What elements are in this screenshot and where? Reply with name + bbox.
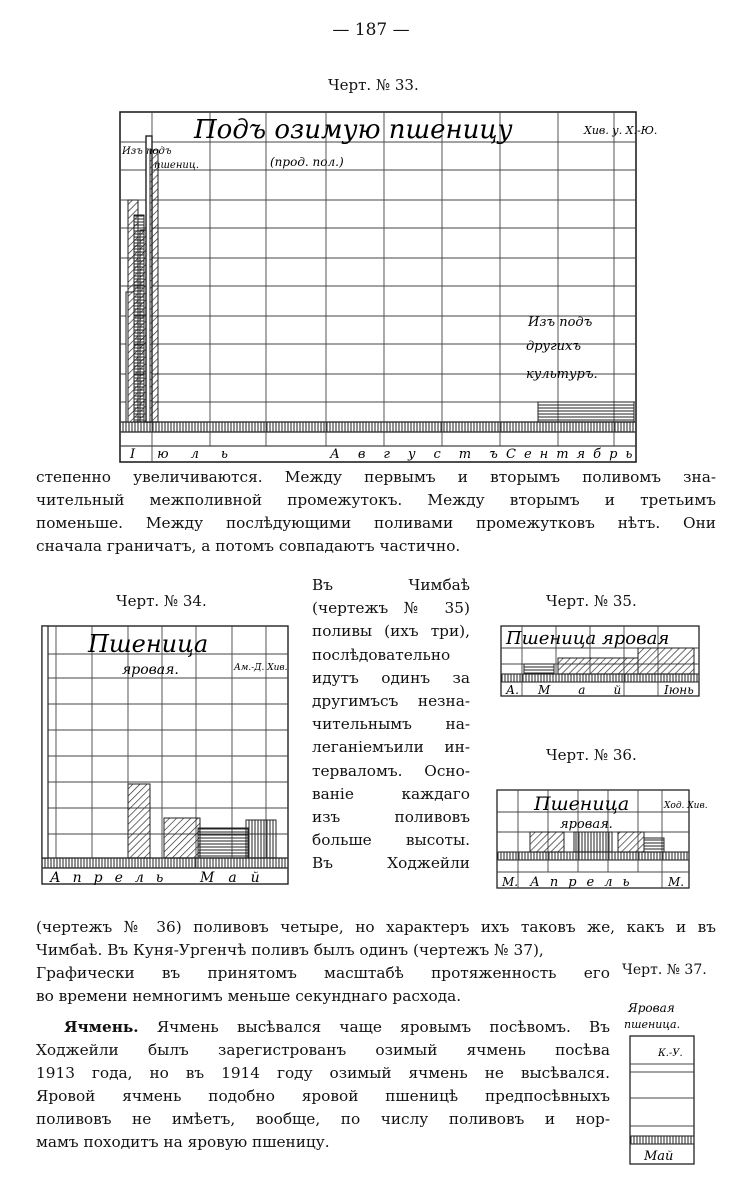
paragraph-2-line: Графически въ принятомъ масштабѣ протяженность его xyxy=(36,964,610,982)
figure-33-chart xyxy=(116,110,658,466)
figure-36-chart xyxy=(494,788,708,892)
figure-37-title-1: Яровая xyxy=(628,1001,675,1015)
figure-37 xyxy=(618,998,708,1170)
paragraph-1-line: степенно увеличиваются. Между первымъ и вторымъ поливомъ зна- xyxy=(36,468,716,486)
paragraph-3 xyxy=(36,1016,610,1154)
figure-33-month-1: Іюль xyxy=(130,447,250,462)
column-text-line: изъ поливовъ xyxy=(312,808,470,827)
figure-33-note-2: другихъ xyxy=(526,339,582,354)
column-text-line: больше высоты. xyxy=(312,831,470,850)
figure-33-col-label-1: Изъ подъ xyxy=(122,146,172,157)
figure-35-month-1: А. xyxy=(506,683,519,697)
column-text-line: терваломъ. Осно- xyxy=(312,761,470,780)
figure-34-month-1: Апрель xyxy=(50,870,176,886)
figure-35-caption: Черт. № 35. xyxy=(546,592,637,610)
column-text-line: другимъсъ незна- xyxy=(312,692,470,711)
paragraph-2-line: во времени немногимъ меньше секунднаго расхода. xyxy=(36,987,462,1005)
figure-35 xyxy=(498,624,704,700)
column-text-line: Въ Чимбаѣ xyxy=(312,576,470,594)
figure-33-corner-label: Хив. у. Х.-Ю. xyxy=(584,124,658,137)
column-text-line: чительнымъ на- xyxy=(312,715,470,734)
figure-34-month-2: Май xyxy=(200,870,274,886)
figure-34-title: Пшеница xyxy=(88,630,209,658)
paragraph-1-line: поменьше. Между послѣдующими поливами промежутковъ нѣтъ. Они xyxy=(36,514,716,532)
figure-36-caption: Черт. № 36. xyxy=(546,746,637,764)
figure-34-corner-label: Ам.-Д. Хив. xyxy=(234,663,288,673)
paragraph-3-line: мамъ походитъ на яровую пшеницу. xyxy=(36,1133,330,1151)
paragraph-3-line: Яровой ячмень подобно яровой пшеницѣ предпосѣвныхъ xyxy=(36,1087,610,1105)
paragraph-2-line: Чимбаѣ. Въ Куня-Ургенчѣ поливъ былъ одинъ (чертежъ № 37), xyxy=(36,941,544,959)
paragraph-3-line: 1913 года, но въ 1914 году озимый ячмень не высѣвался. xyxy=(36,1064,610,1082)
column-text-line: идутъ одинъ за xyxy=(312,668,470,687)
figure-36 xyxy=(494,788,708,892)
figure-37-title-2: пшеница. xyxy=(624,1018,681,1031)
figure-35-chart xyxy=(498,624,704,700)
figure-36-title: Пшеница xyxy=(534,793,630,815)
figure-36-subtitle: яровая. xyxy=(560,817,613,832)
figure-37-label-top: К.-У. xyxy=(658,1048,683,1059)
figure-34-caption: Черт. № 34. xyxy=(116,592,207,610)
column-text-line: леганіемъили ин- xyxy=(312,738,470,757)
figure-34-chart xyxy=(38,624,294,890)
column-text-line: послѣдовательно xyxy=(312,645,451,664)
figure-33-title: Подъ озимую пшеницу xyxy=(194,115,513,145)
figure-33-note-3: культуръ. xyxy=(526,367,598,382)
figure-35-title: Пшеница яровая xyxy=(506,628,670,649)
figure-33-col-label-1b: пшениц. xyxy=(154,160,200,171)
figure-33-month-3: Сентябрь xyxy=(506,447,641,462)
column-text-line: Въ Ходжейли xyxy=(312,854,470,873)
figure-33 xyxy=(116,110,658,466)
paragraph-1 xyxy=(36,466,716,558)
column-text-line: поливы (ихъ три), xyxy=(312,622,470,641)
figure-33-month-2: Августъ xyxy=(330,447,516,462)
figure-36-month-2: Апрель xyxy=(530,875,640,890)
figure-36-month-3: М. xyxy=(668,875,685,889)
paragraph-3-first-line xyxy=(36,1016,610,1039)
paragraph-3-first-text: Ячмень высѣвался чаще яровымъ посѣвомъ. Въ xyxy=(156,1018,610,1036)
figure-37-month: Май xyxy=(644,1149,674,1164)
paragraph-2-cont xyxy=(36,939,610,1008)
figure-37-caption: Черт. № 37. xyxy=(622,962,707,978)
figure-34 xyxy=(38,624,294,890)
paragraph-3-lead: Ячмень. xyxy=(64,1018,139,1036)
paragraph-1-line: сначала граничатъ, а потомъ совпадаютъ частично. xyxy=(36,537,461,555)
figure-36-corner-label: Ход. Хив. xyxy=(664,801,708,811)
paragraph-3-line: Ходжейли былъ зарегистрованъ озимый ячмень посѣва xyxy=(36,1041,610,1059)
paragraph-2-line: (чертежъ № 36) поливовъ четыре, но характеръ ихъ таковъ же, какъ и въ xyxy=(36,918,716,936)
column-text-line: ваніе каждаго xyxy=(312,784,470,803)
figure-33-note-1: Изъ подъ xyxy=(528,315,593,330)
paragraph-3-line: поливовъ не имѣетъ, вообще, по числу поливовъ и нор- xyxy=(36,1110,610,1128)
figure-35-month-3: Іюнь xyxy=(664,683,694,697)
column-text-line: (чертежъ № 35) xyxy=(312,599,470,618)
figure-36-month-1: М. xyxy=(502,875,519,889)
figure-34-subtitle: яровая. xyxy=(122,662,179,678)
paragraph-2 xyxy=(36,916,716,939)
figure-33-caption: Черт. № 33. xyxy=(328,76,419,94)
figure-35-month-2: Май xyxy=(538,683,650,697)
page-number: — 187 — xyxy=(332,20,410,40)
figure-37-chart xyxy=(618,998,708,1170)
paragraph-1-line: чительный межполивной промежутокъ. Между вторымъ и третьимъ xyxy=(36,491,716,509)
figure-33-col-label-2: (прод. пол.) xyxy=(270,155,344,169)
column-text xyxy=(312,574,470,876)
